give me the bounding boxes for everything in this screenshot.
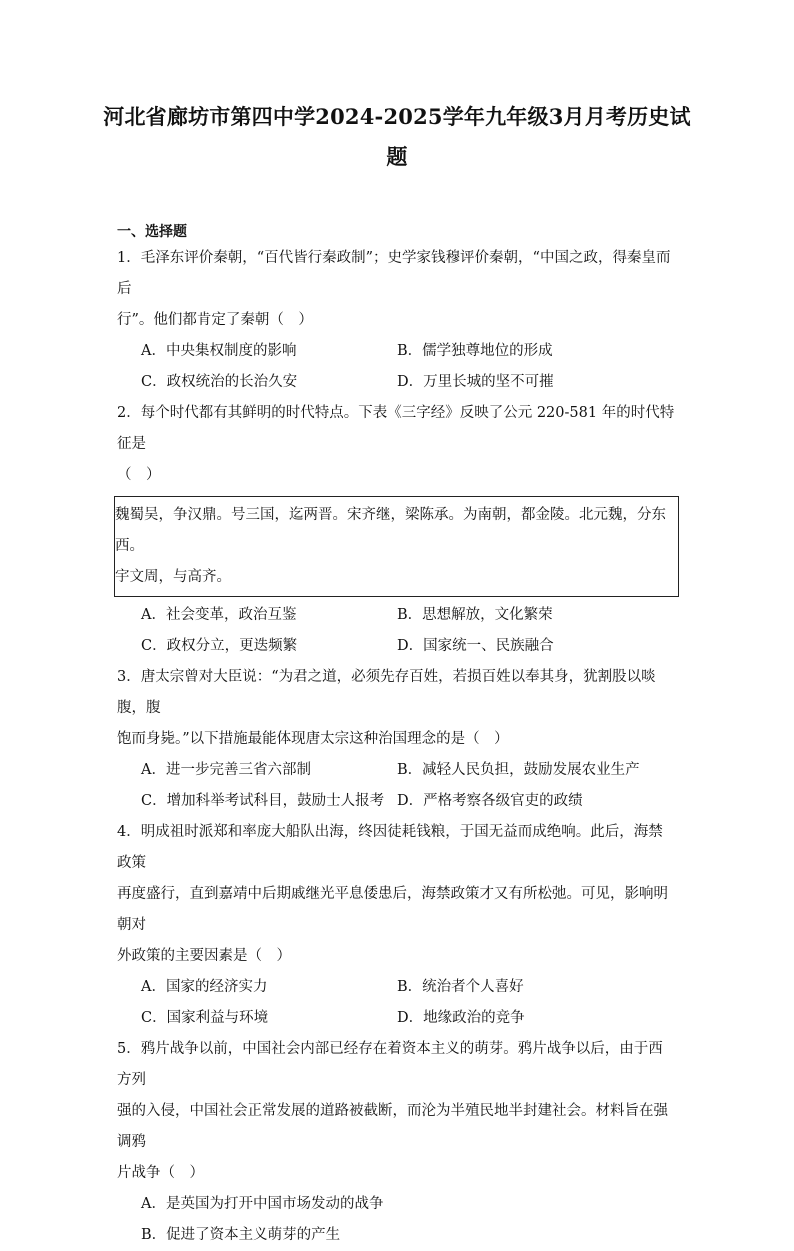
option-c: C．增加科举考试科目，鼓励士人报考: [141, 793, 385, 809]
question-stem-line: 1．毛泽东评价秦朝，“百代皆行秦政制”；史学家钱穆评价秦朝，“中国之政，得秦皇而后: [117, 250, 671, 297]
option-b: B．儒学独尊地位的形成: [397, 343, 553, 359]
question-5: [117, 1034, 677, 1251]
question-stem-line: 行”。他们都肯定了秦朝（ ）: [117, 312, 313, 328]
option-a: A．国家的经济实力: [141, 979, 268, 995]
quote-line: 宇文周，与高齐。: [115, 569, 231, 585]
option-d: D．国家统一、民族融合: [397, 638, 554, 654]
title-line-1: 河北省廊坊市第四中学2024-2025学年九年级3月月考历史试: [103, 104, 691, 129]
options-grid: [117, 336, 677, 398]
options-grid: [117, 600, 677, 662]
option-a: A．进一步完善三省六部制: [141, 762, 311, 778]
question-2: [117, 398, 677, 662]
options-list: [117, 1189, 677, 1251]
question-stem-line: 4．明成祖时派郑和率庞大船队出海，终因徒耗钱粮，于国无益而成绝响。此后，海禁政策: [117, 824, 663, 871]
option-b: B．促进了资本主义萌芽的产生: [141, 1227, 341, 1243]
option-b: B．统治者个人喜好: [397, 979, 524, 995]
question-4: [117, 817, 677, 1034]
question-stem-line: （ ）: [117, 467, 161, 483]
option-a: A．中央集权制度的影响: [141, 343, 297, 359]
option-d: D．万里长城的坚不可摧: [397, 374, 554, 390]
question-stem-line: 片战争（ ）: [117, 1165, 204, 1181]
option-d: D．严格考察各级官吏的政绩: [397, 793, 583, 809]
option-a: A．是英国为打开中国市场发动的战争: [141, 1196, 384, 1212]
questions-list: [117, 243, 677, 1251]
question-stem-line: 饱而身毙。”以下措施最能体现唐太宗这种治国理念的是（ ）: [117, 731, 509, 747]
question-stem-line: 2．每个时代都有其鲜明的时代特点。下表《三字经》反映了公元 220-581 年的时代特征是: [117, 405, 675, 452]
question-stem-line: 5．鸦片战争以前，中国社会内部已经存在着资本主义的萌芽。鸦片战争以后，由于西方列: [117, 1041, 663, 1088]
question-stem-line: 再度盛行，直到嘉靖中后期戚继光平息倭患后，海禁政策才又有所松弛。可见，影响明朝对: [117, 886, 668, 933]
option-c: C．国家利益与环境: [141, 1010, 269, 1026]
quote-box: [114, 496, 679, 597]
option-d: D．地缘政治的竞争: [397, 1010, 525, 1026]
question-1: [117, 243, 677, 398]
quote-line: 魏蜀吴，争汉鼎。号三国，迄两晋。宋齐继，梁陈承。为南朝，都金陵。北元魏，分东西。: [115, 507, 666, 554]
title-line-2: 题: [386, 144, 408, 169]
option-a: A．社会变革，政治互鉴: [141, 607, 297, 623]
question-stem-line: 3．唐太宗曾对大臣说：“为君之道，必须先存百姓，若损百姓以奉其身，犹割股以啖腹，腹: [117, 669, 656, 716]
question-stem-line: 外政策的主要因素是（ ）: [117, 948, 291, 964]
options-grid: [117, 755, 677, 817]
question-3: [117, 662, 677, 817]
page-title: [100, 97, 694, 177]
section-heading: 一、选择题: [117, 224, 187, 240]
option-c: C．政权统治的长治久安: [141, 374, 298, 390]
question-stem-line: 强的入侵，中国社会正常发展的道路被截断，而沦为半殖民地半封建社会。材料旨在强调鸦: [117, 1103, 668, 1150]
option-c: C．政权分立，更迭频繁: [141, 638, 298, 654]
option-b: B．思想解放，文化繁荣: [397, 607, 553, 623]
option-b: B．减轻人民负担，鼓励发展农业生产: [397, 762, 640, 778]
options-grid: [117, 972, 677, 1034]
